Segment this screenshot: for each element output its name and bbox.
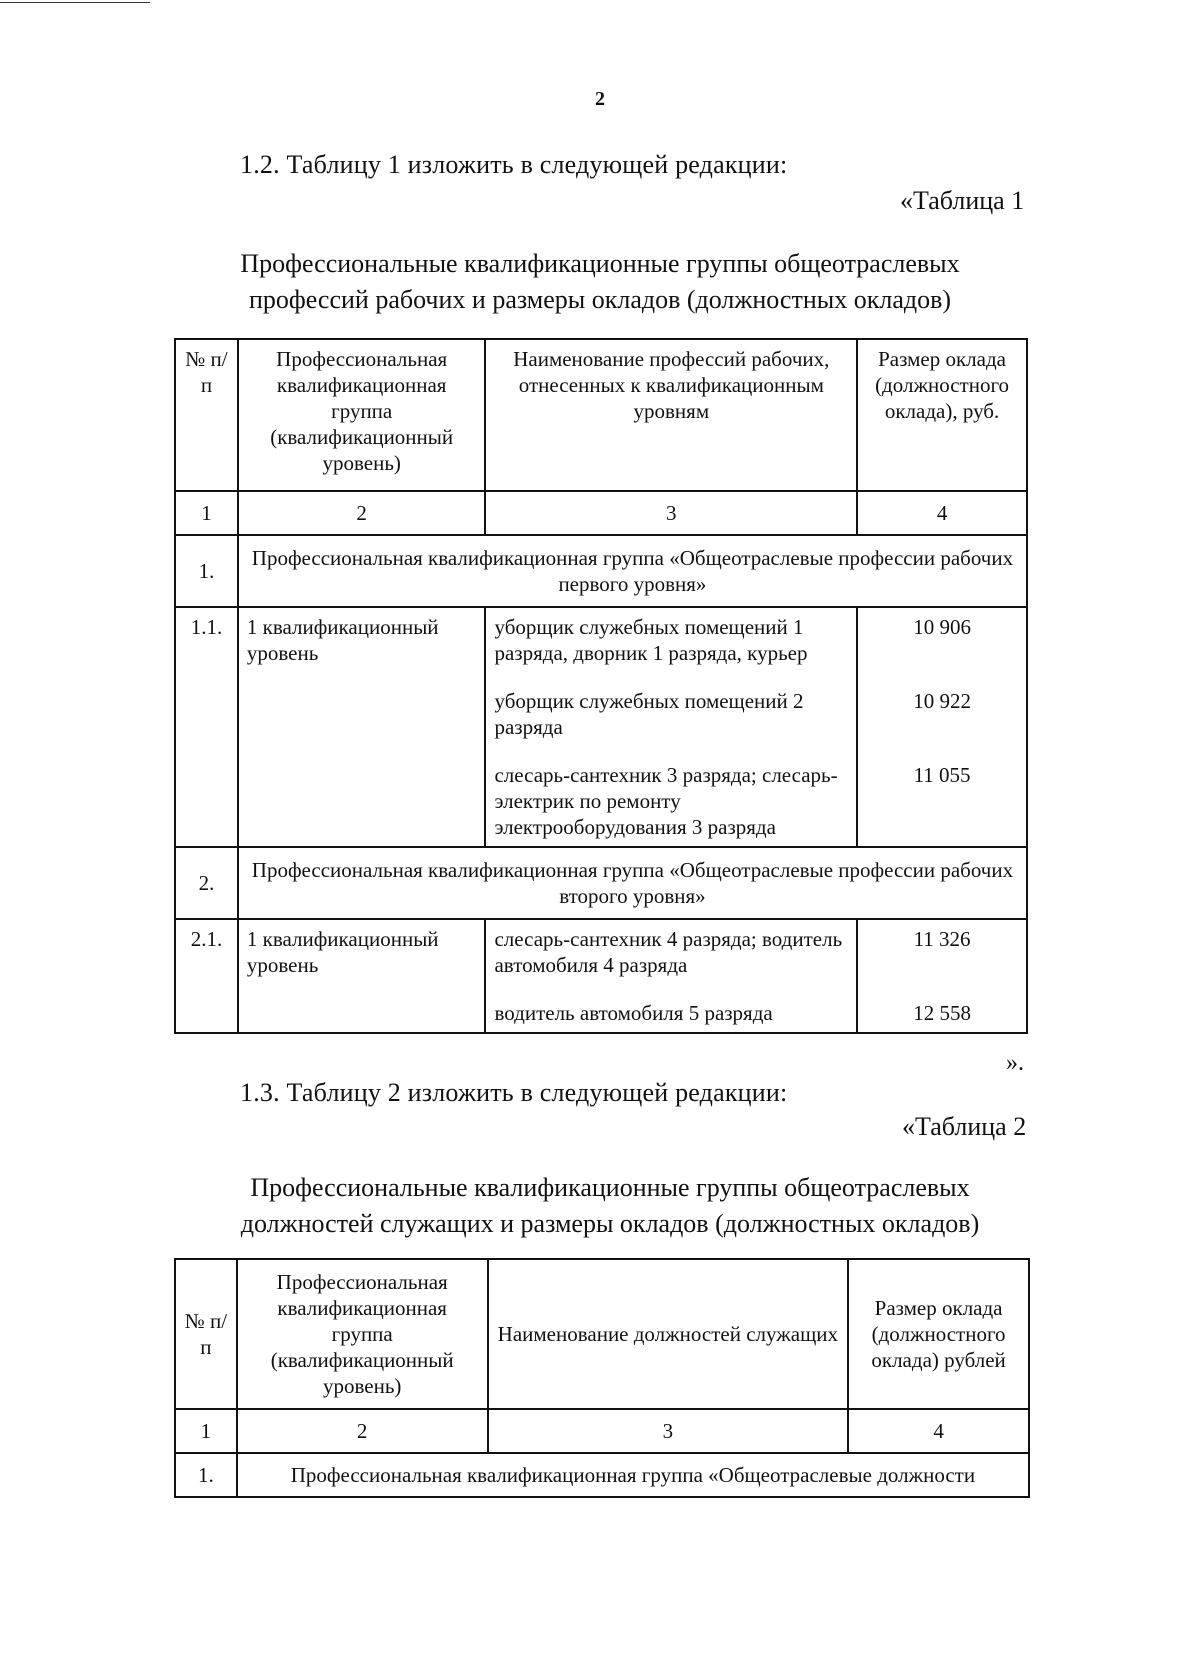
section-1-2-text: 1.2. Таблицу 1 изложить в следующей редакции: [240,150,788,179]
table2-tag: «Таблица 2 [902,1112,1027,1141]
table2-colnum-4: 4 [848,1409,1029,1453]
table1-title-line2: профессий рабочих и размеры окладов (должностных окладов) [248,285,952,314]
table1-colnum-4: 4 [857,491,1027,535]
table1-header-num: № п/п [175,339,238,491]
table2-header-row [175,1259,1029,1409]
table-row [175,919,1027,984]
table1-colnum-3: 3 [485,491,857,535]
table1-g1-profession-3: слесарь-сантехник 3 разряда; слесарь-электрик по ремонту электрооборудования 3 разряда [485,746,857,847]
table1-header-group: Профессиональная квалификационная группа (квалификационный уровень) [238,339,486,491]
table1-g2-salary-1: 11 326 [857,919,1027,984]
table1-tag: «Таблица 1 [900,186,1025,215]
table1-g2-salary-2: 12 558 [857,984,1027,1033]
table2-title-line1: Профессиональные квалификационные группы общеотраслевых [250,1173,970,1202]
table2-header-num: № п/п [175,1259,237,1409]
table1-group2-row [175,847,1027,919]
table1-closing-quote: ». [1006,1050,1024,1076]
table1-group1-level: 1 квалификационный уровень [238,607,486,847]
table1-group2-subnum: 2.1. [175,919,238,1033]
table2-title [180,1170,1040,1242]
table1-group1-num: 1. [175,535,238,607]
table2-group1-name: Профессиональная квалификационная группа «Общеотраслевые должности [237,1453,1029,1497]
table2-title-line2: должностей служащих и размеры окладов (должностных окладов) [240,1209,980,1238]
table2-group1-num: 1. [175,1453,237,1497]
section-1-3-text: 1.3. Таблицу 2 изложить в следующей редакции: [240,1078,788,1107]
scan-artifact-line [0,2,150,3]
table1-colnum-1: 1 [175,491,238,535]
table2-group1-row [175,1453,1029,1497]
table1-group2-name: Профессиональная квалификационная группа «Общеотраслевые профессии рабочих второго уровня» [238,847,1027,919]
table1-colnum-2: 2 [238,491,486,535]
table1-group2-level: 1 квалификационный уровень [238,919,486,1033]
table1-title [170,246,1030,318]
table1-group1-name: Профессиональная квалификационная группа «Общеотраслевые профессии рабочих первого уровня» [238,535,1027,607]
table1-g1-salary-3: 11 055 [857,746,1027,847]
table2-colnum-2: 2 [237,1409,488,1453]
table2-header-position: Наименование должностей служащих [488,1259,849,1409]
table2-header-salary: Размер оклада (должностного оклада) рублей [848,1259,1029,1409]
table1-g1-profession-2: уборщик служебных помещений 2 разряда [485,672,857,746]
table-row [175,607,1027,672]
table1-title-line1: Профессиональные квалификационные группы общеотраслевых [240,249,960,278]
page-number: 2 [595,88,605,110]
table1-header-profession: Наименование профессий рабочих, отнесенных к квалификационным уровням [485,339,857,491]
table1-g1-salary-2: 10 922 [857,672,1027,746]
table2-colnum-row [175,1409,1029,1453]
table2 [174,1258,1030,1498]
table1-colnum-row [175,491,1027,535]
table1-group1-row [175,535,1027,607]
table2-colnum-1: 1 [175,1409,237,1453]
table1-group1-subnum: 1.1. [175,607,238,847]
table1-group2-num: 2. [175,847,238,919]
table1-g1-profession-1: уборщик служебных помещений 1 разряда, дворник 1 разряда, курьер [485,607,857,672]
table2-colnum-3: 3 [488,1409,849,1453]
table1 [174,338,1028,1034]
table1-header-row [175,339,1027,491]
table1-header-salary: Размер оклада (должностного оклада), руб. [857,339,1027,491]
table1-g2-profession-1: слесарь-сантехник 4 разряда; водитель автомобиля 4 разряда [485,919,857,984]
table1-g1-salary-1: 10 906 [857,607,1027,672]
table2-header-group: Профессиональная квалификационная группа (квалификационный уровень) [237,1259,488,1409]
table1-g2-profession-2: водитель автомобиля 5 разряда [485,984,857,1033]
